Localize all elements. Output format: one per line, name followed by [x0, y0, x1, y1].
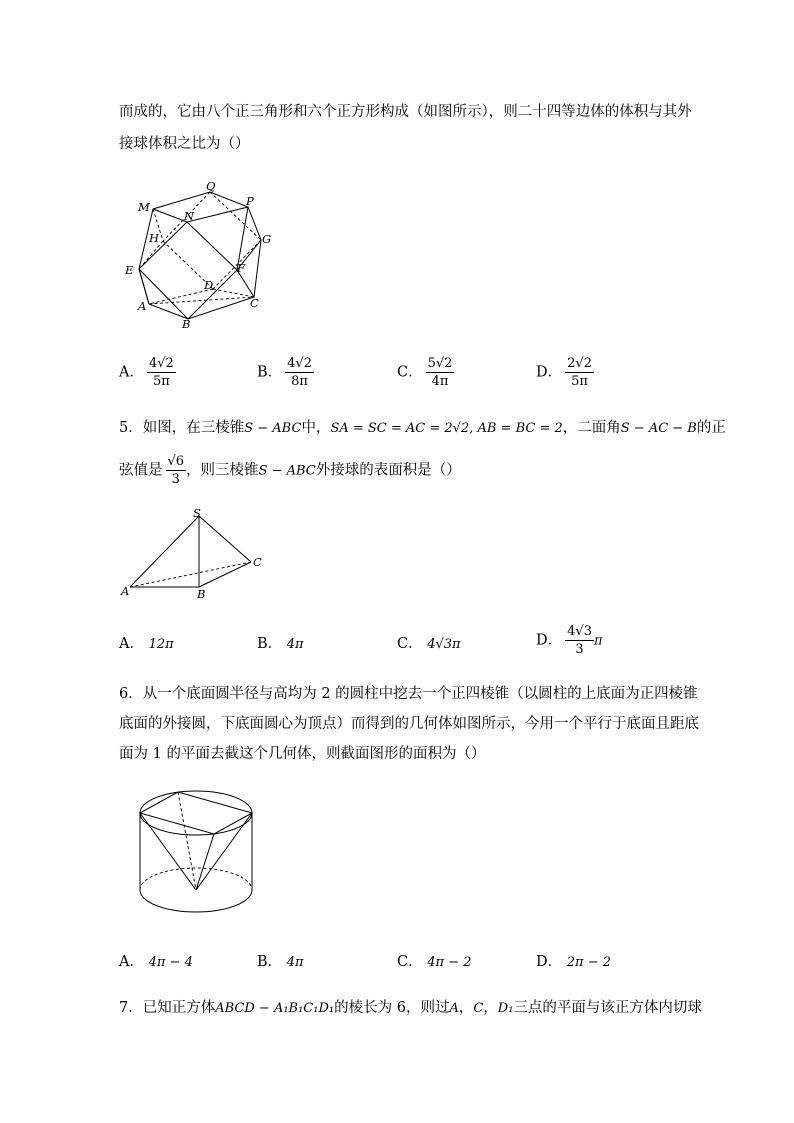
q5-text-line-2: 弦值是 $\frac{√6}{3}$ ，则三棱锥S − ABC外接球的表面积是（）	[119, 454, 461, 487]
label-N: N	[184, 209, 195, 223]
q6-option-b[interactable]: B． 4π	[257, 954, 304, 970]
q7-text-line-1: 7．已知正方体ABCD − A₁B₁C₁D₁的棱长为 6，则过A，C，D₁三点的平面与该正方体内切球	[119, 1000, 702, 1016]
q5-option-b[interactable]: B． 4π	[257, 636, 304, 652]
label-C: C	[250, 296, 259, 310]
label-C: C	[253, 555, 262, 569]
label-E: E	[125, 263, 134, 277]
q5-option-d[interactable]: D． $\frac{4√3}{3}$ π	[536, 624, 603, 657]
q4-option-a[interactable]: A． $\frac{4√2}{5\pi}$	[119, 356, 174, 389]
label-D: D	[204, 278, 214, 292]
q6-option-d[interactable]: D． 2π − 2	[536, 954, 611, 970]
q4-option-d[interactable]: D． $\frac{2√2}{5\pi}$	[536, 356, 592, 389]
q6-text-line-1: 6．从一个底面圆半径与高均为 2 的圆柱中挖去一个正四棱锥（以圆柱的上底面为正四棱锥	[119, 686, 698, 702]
label-S: S	[193, 506, 201, 520]
q6-text-line-2: 底面的外接圆，下底面圆心为顶点）而得到的几何体如图所示，今用一个平行于底面且距底	[119, 716, 699, 732]
q5-option-a[interactable]: A． 12π	[119, 636, 174, 652]
q4-option-b[interactable]: B． $\frac{4√2}{8\pi}$	[257, 356, 312, 389]
q5-option-c[interactable]: C． 4√3π	[397, 636, 461, 652]
q4-polyhedron-figure	[118, 178, 283, 333]
label-P: P	[246, 194, 254, 208]
q5-pyramid-figure	[118, 505, 278, 605]
label-M: M	[138, 200, 150, 214]
label-A: A	[121, 584, 130, 598]
label-Q: Q	[206, 179, 216, 193]
q6-option-a[interactable]: A． 4π − 4	[119, 954, 193, 970]
q6-text-line-3: 面为 1 的平面去截这个几何体，则截面图形的面积为（）	[119, 746, 486, 762]
q4-text-line-1: 而成的，它由八个正三角形和六个正方形构成（如图所示），则二十四等边体的体积与其外	[119, 104, 692, 120]
label-F: F	[237, 261, 245, 275]
q6-cylinder-figure	[136, 780, 266, 922]
label-G: G	[262, 232, 272, 246]
label-A: A	[138, 299, 147, 313]
q6-option-c[interactable]: C． 4π − 2	[397, 954, 472, 970]
q4-text-line-2: 接球体积之比为（）	[119, 136, 250, 152]
label-B: B	[182, 317, 191, 331]
q4-option-c[interactable]: C． $\frac{5√2}{4\pi}$	[397, 356, 453, 389]
label-B: B	[197, 587, 206, 601]
q5-text-line-1: 5．如图，在三棱锥S − ABC中，SA = SC = AC = 2√2, AB = BC = 2，二面角S − AC − B的正	[119, 420, 726, 436]
label-H: H	[149, 231, 160, 245]
